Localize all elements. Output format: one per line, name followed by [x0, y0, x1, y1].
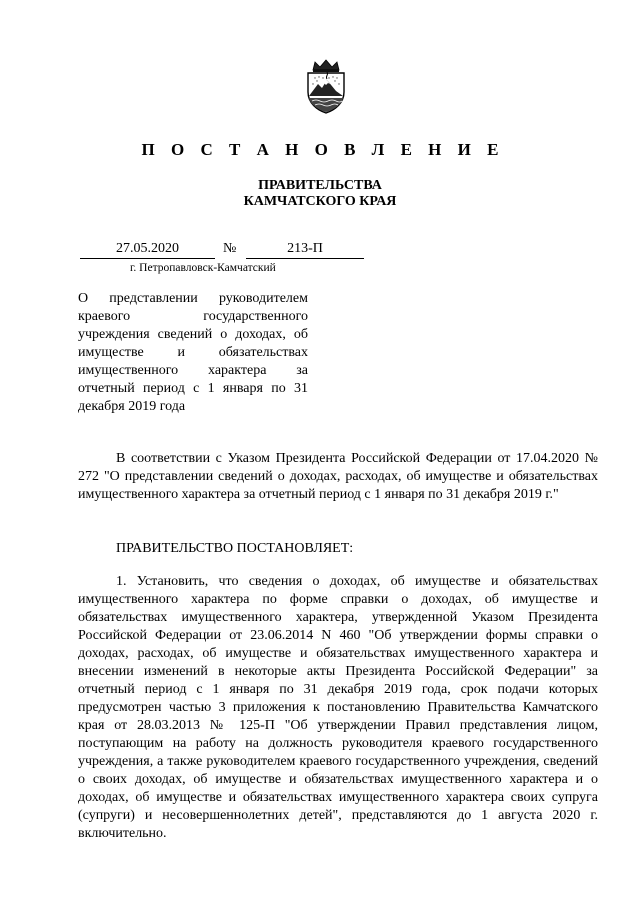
city-of-issue: г. Петропавловск-Камчатский [130, 262, 276, 274]
number-sign: № [223, 241, 237, 256]
document-date: 27.05.2020 [80, 240, 215, 259]
issuing-body-line-1: ПРАВИТЕЛЬСТВА [258, 178, 382, 193]
resolution-heading: ПРАВИТЕЛЬСТВО ПОСТАНОВЛЯЕТ: [116, 541, 354, 556]
document-number: 213-П [246, 240, 364, 259]
issuing-body-line-2: КАМЧАТСКОГО КРАЯ [243, 194, 397, 209]
item-1-paragraph: 1. Установить, что сведения о доходах, об имуществе и обязательствах имущественного характера по форме справки о доходах, об имуществе и обязательствах имущественного характера, утвержденной Указом Президента Российской Федерации от 23.06.2014 N 460 "Об утверждении формы справки о доходах, расходах, об имуществе и обязательствах имущественного характера и внесении изменений в некоторые акты Президента Российской Федерации" за отчетный период с 1 января по 31 декабря 2019 года, срок подачи которых предусмотрен частью 3 приложения к постановлению Правительства Камчатского края от 28.03.2013 № 125-П "Об утверждении Правил представления лицом, поступающим на работу на должность руководителя краевого государственного учреждения, а также руководителем краевого государственного учреждения, сведений о своих доходах, об имуществе и обязательствах имущественного характера и о доходах, об имуществе и обязательствах имущественного характера своих супруга (супруги) и несовершеннолетних детей", представляются до 1 августа 2020 г. включительно. [78, 574, 598, 841]
document-subject: О представлении руководителем краевого государственного учреждения сведений о доходах, об имуществе и обязательствах имущественного характера за отчетный период с 1 января по 31 декабря 2019 года [78, 291, 308, 414]
kamchatka-coat-of-arms-icon [303, 58, 349, 114]
preamble-paragraph: В соответствии с Указом Президента Российской Федерации от 17.04.2020 № 272 "О представлении сведений о доходах, расходах, об имуществе и обязательствах имущественного характера за отчетный период с 1 января по 31 декабря 2019 г." [78, 451, 598, 502]
document-type-title: П О С Т А Н О В Л Е Н И Е [141, 140, 505, 159]
